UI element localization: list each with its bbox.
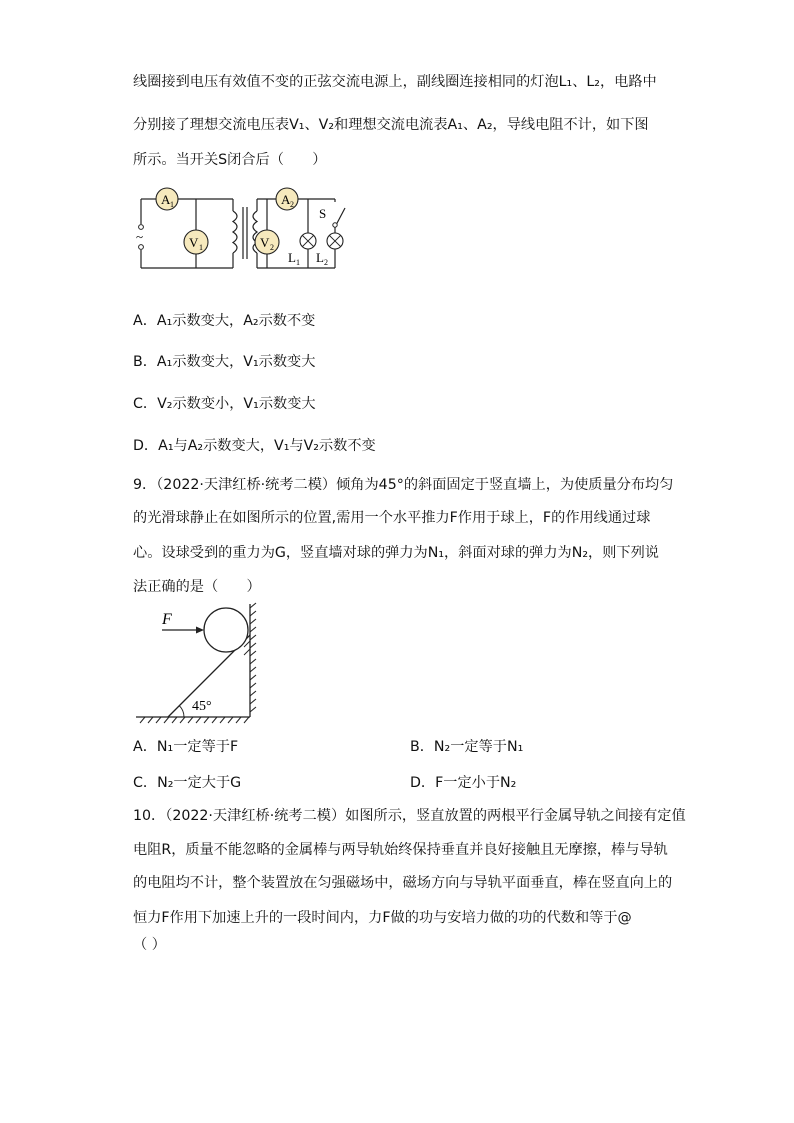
- svg-text:V: V: [260, 235, 270, 250]
- svg-text:1: 1: [296, 258, 300, 267]
- svg-text:1: 1: [170, 200, 174, 209]
- switch-label: S: [319, 206, 327, 221]
- ammeter-a1: [156, 188, 178, 210]
- svg-text:2: 2: [270, 243, 274, 252]
- svg-text:2: 2: [324, 258, 328, 267]
- q9-option-c[interactable]: C．N₂一定大于G: [133, 775, 242, 791]
- q8-text-line-1: 线圈接到电压有效值不变的正弦交流电源上，副线圈连接相同的灯泡L₁、L₂，电路中: [133, 74, 657, 90]
- q8-option-b[interactable]: B．A₁示数变大，V₁示数变大: [133, 354, 316, 370]
- ammeter-a2: [276, 188, 298, 210]
- svg-text:A: A: [161, 192, 171, 207]
- svg-text:V: V: [189, 235, 199, 250]
- q9-text-line-4: 法正确的是（ ）: [133, 579, 261, 595]
- q10-text-line-3: 的电阻均不计，整个装置放在匀强磁场中，磁场方向与导轨平面垂直，棒在竖直向上的: [133, 875, 673, 891]
- q10-text-line-1: 10．（2022·天津红桥·统考二模）如图所示，竖直放置的两根平行金属导轨之间接有定值: [133, 808, 686, 824]
- q10-text-line-2: 电阻R，质量不能忽略的金属棒与两导轨始终保持垂直并良好接触且无摩擦，棒与导轨: [133, 842, 668, 858]
- svg-text:L: L: [316, 250, 324, 265]
- svg-text:L: L: [288, 250, 296, 265]
- q8-text-line-2: 分别接了理想交流电压表V₁、V₂和理想交流电流表A₁、A₂，导线电阻不计，如下图: [133, 117, 649, 133]
- q10-text-line-4: 恒力F作用下加速上升的一段时间内，力F做的功与安培力做的功的代数和等于@: [133, 910, 632, 926]
- q10-text-line-5: （ ）: [133, 937, 166, 953]
- q8-text-line-3: 所示。当开关S闭合后（ ）: [133, 152, 327, 168]
- svg-text:A: A: [281, 192, 291, 207]
- q9-option-a[interactable]: A．N₁一定等于F: [133, 739, 239, 755]
- svg-text:1: 1: [199, 243, 203, 252]
- voltmeter-v1: [184, 230, 208, 254]
- q8-option-a[interactable]: A．A₁示数变大，A₂示数不变: [133, 313, 316, 329]
- q9-text-line-2: 的光滑球静止在如图所示的位置,需用一个水平推力F作用于球上，F的作用线通过球: [133, 510, 651, 526]
- ball: [204, 608, 248, 652]
- lamp-l2: [316, 233, 343, 267]
- transformer-circuit-figure: [128, 180, 348, 290]
- force-label: F: [162, 611, 172, 628]
- lamp-l1: [288, 233, 316, 267]
- q8-option-c[interactable]: C．V₂示数变小，V₁示数变大: [133, 396, 316, 412]
- ac-source-symbol: ~: [136, 229, 144, 244]
- q9-option-b[interactable]: B．N₂一定等于N₁: [410, 739, 524, 755]
- q9-text-line-3: 心。设球受到的重力为G，竖直墙对球的弹力为N₁，斜面对球的弹力为N₂，则下列说: [133, 545, 659, 561]
- q8-option-d[interactable]: D．A₁与A₂示数变大，V₁与V₂示数不变: [133, 438, 376, 454]
- q9-option-d[interactable]: D．F一定小于N₂: [410, 775, 517, 791]
- force-arrow-head: [196, 627, 204, 634]
- voltmeter-v2: [255, 230, 279, 254]
- svg-text:2: 2: [290, 200, 294, 209]
- q9-text-line-1: 9．（2022·天津红桥·统考二模）倾角为45°的斜面固定于竖直墙上，为使质量分布均匀: [133, 477, 674, 493]
- angle-label: 45°: [192, 699, 212, 714]
- incline-ball-figure: [132, 600, 264, 726]
